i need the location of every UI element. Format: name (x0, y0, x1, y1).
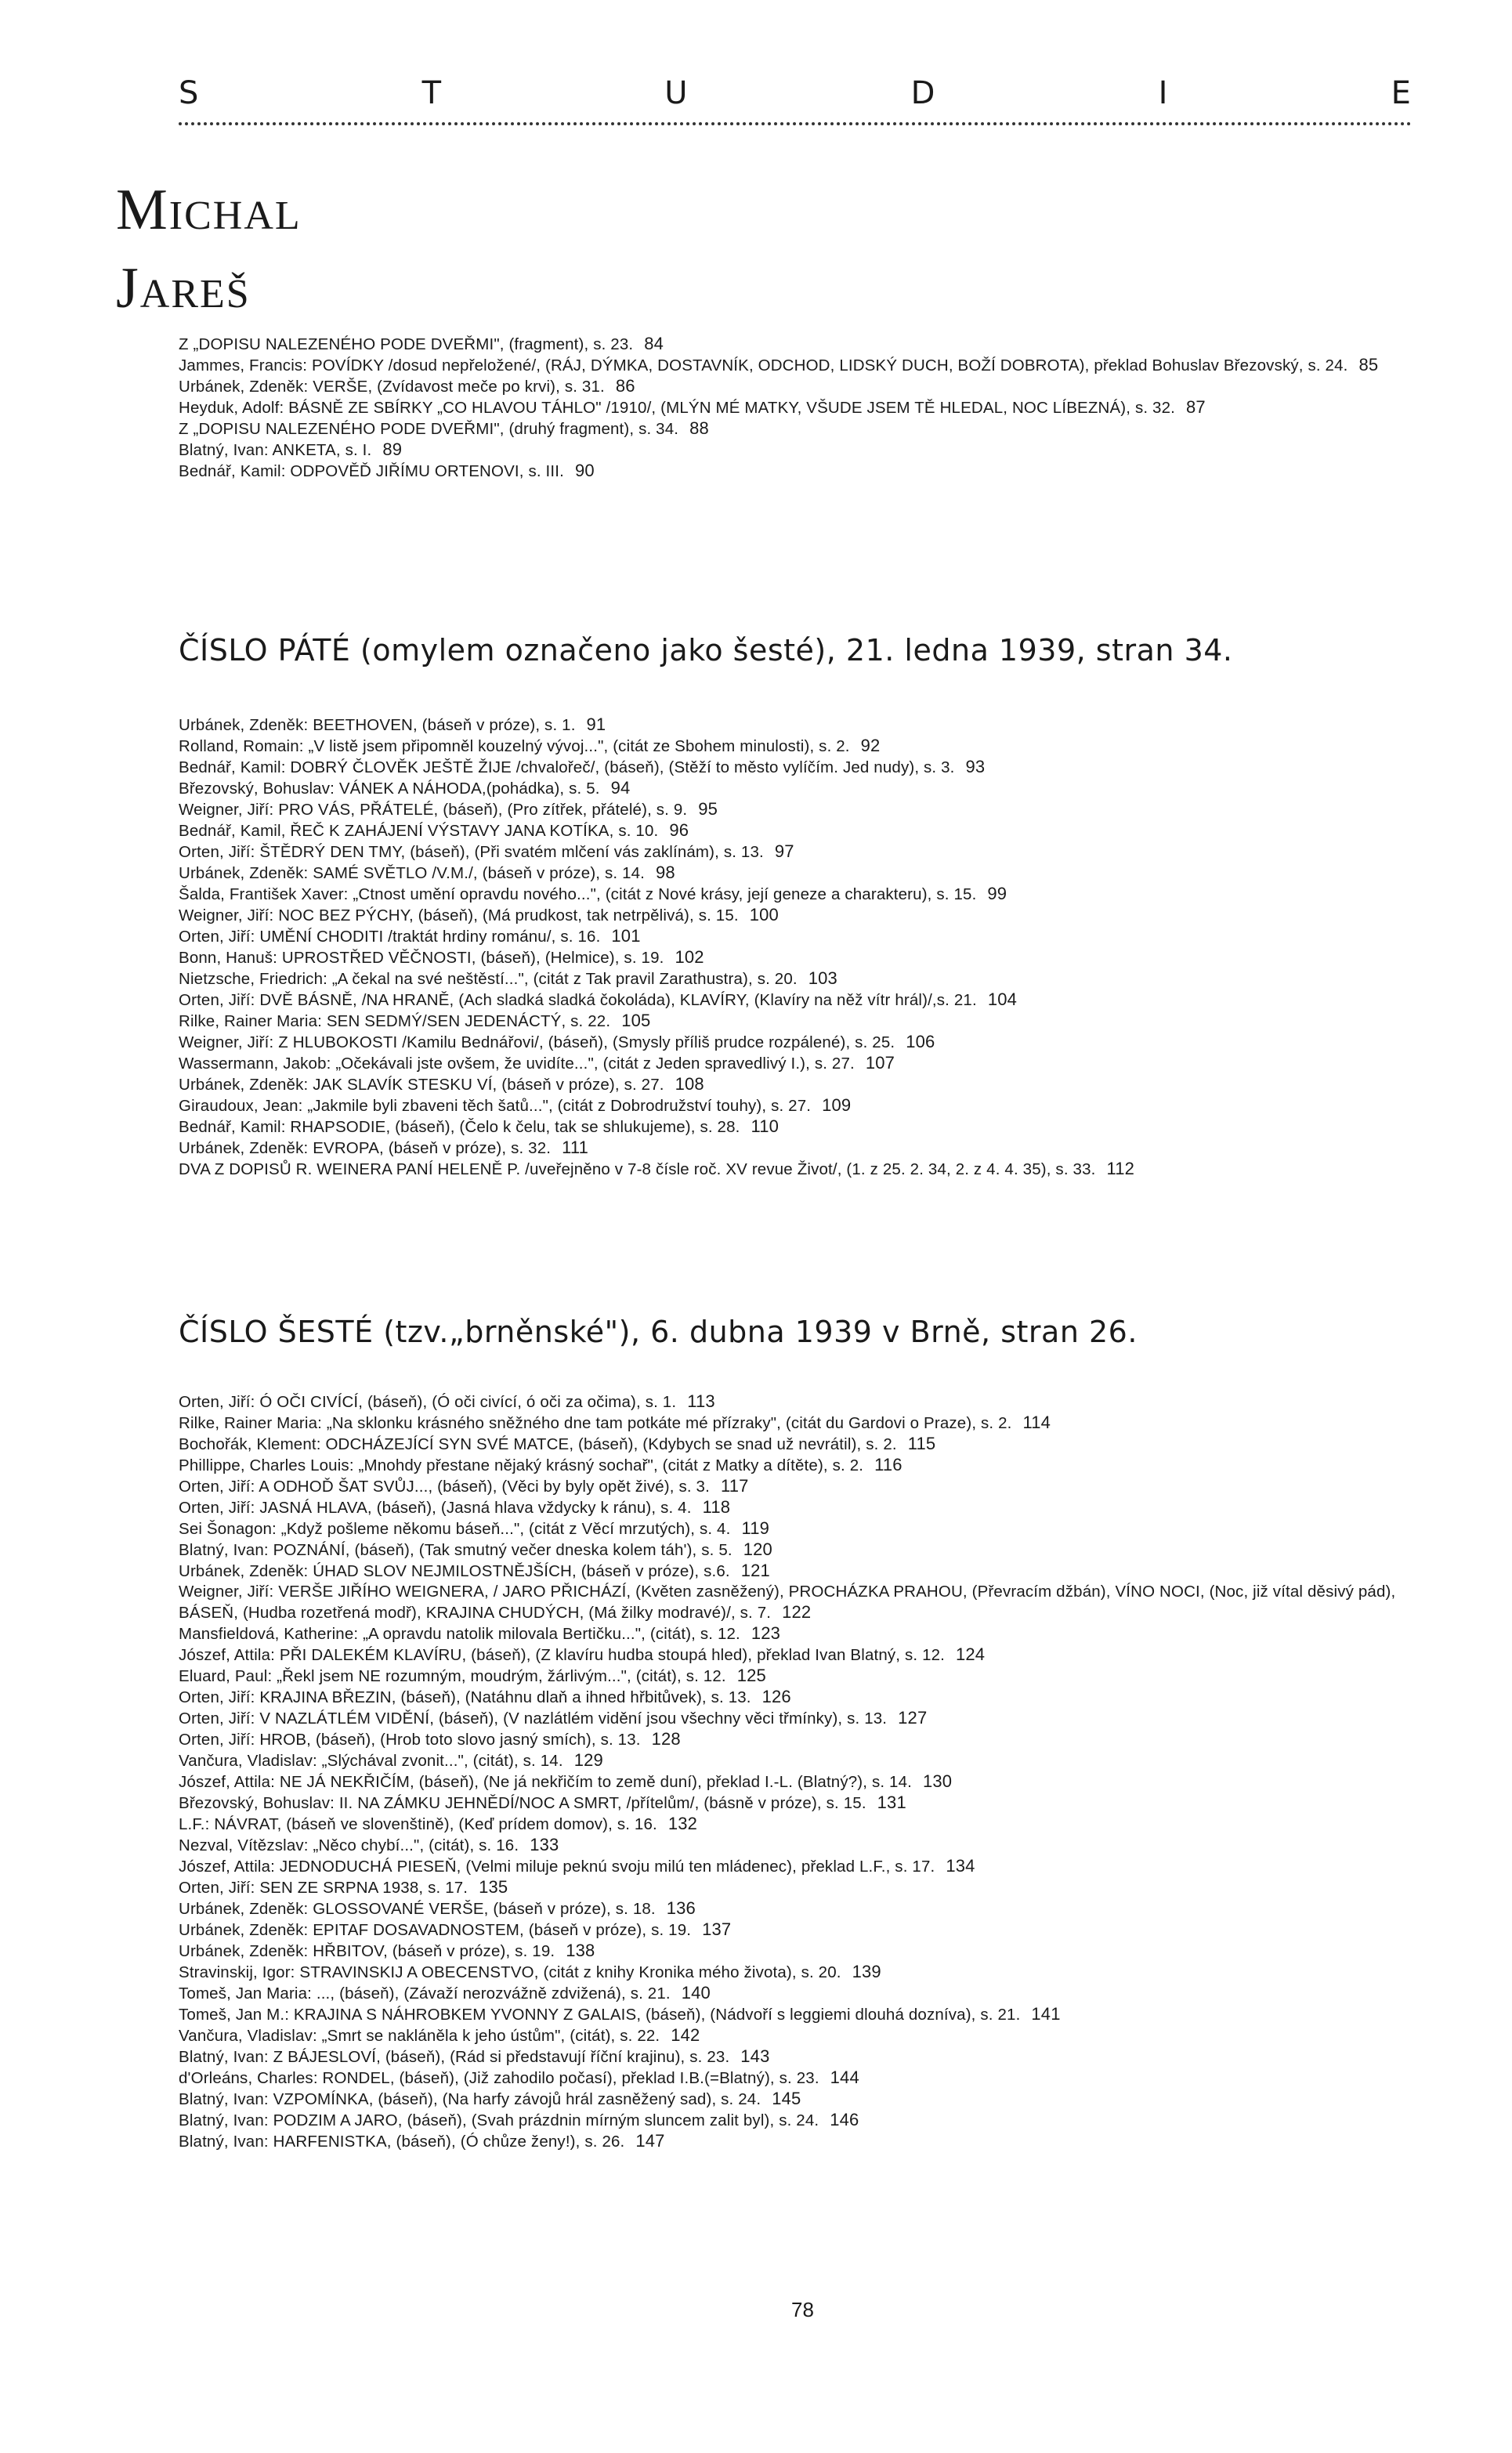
entry-number: 130 (923, 1771, 953, 1791)
entry-number: 84 (644, 334, 664, 353)
bibliography-entry (179, 461, 1401, 482)
bibliography-entry (179, 1434, 1401, 1455)
entry-number: 98 (656, 863, 675, 882)
bibliography-entry (179, 757, 1401, 778)
entry-text: Orten, Jiří: Ó OČI CIVÍCÍ, (báseň), (Ó oči civící, ó oči za očima), s. 1. (179, 1393, 677, 1411)
bibliography-entry (179, 1814, 1401, 1835)
entry-number: 143 (740, 2046, 770, 2066)
issue-five-entry-list (179, 715, 1401, 1180)
entry-text: L.F.: NÁVRAT, (báseň ve slovenštině), (Keď prídem domov), s. 16. (179, 1815, 657, 1833)
entry-text: Orten, Jiří: KRAJINA BŘEZIN, (báseň), (Natáhnu dlaň a ihned hřbitůvek), s. 13. (179, 1688, 751, 1706)
entry-text: Z „DOPISU NALEZENÉHO PODE DVEŘMI", (fragment), s. 23. (179, 335, 634, 353)
entry-number: 127 (898, 1708, 928, 1728)
entry-text: DVA Z DOPISŮ R. WEINERA PANÍ HELENĚ P. /uveřejněno v 7-8 čísle roč. XV revue Život/, (1. z 25. 2. 34, 2. z 4. 4. 35), s. 33. (179, 1160, 1096, 1178)
bibliography-entry (179, 1032, 1401, 1053)
bibliography-entry (179, 355, 1401, 376)
bibliography-entry (179, 440, 1401, 461)
entry-text: Urbánek, Zdeněk: JAK SLAVÍK STESKU VÍ, (báseň v próze), s. 27. (179, 1076, 664, 1094)
entry-number: 139 (852, 1962, 881, 1981)
author-last-name: Jareš (116, 256, 251, 320)
entry-number: 114 (1022, 1413, 1051, 1432)
bibliography-entry (179, 1644, 1401, 1666)
entry-text: Sei Šonagon: „Když pošleme někomu báseň...", (citát z Věcí mrzutých), s. 4. (179, 1520, 731, 1538)
entry-text: Phillippe, Charles Louis: „Mnohdy přestane nějaký krásný sochař", (citát z Matky a dítěte), s. 2. (179, 1456, 864, 1474)
entry-number: 109 (822, 1095, 852, 1115)
bibliography-entry (179, 1983, 1401, 2004)
entry-text: Wassermann, Jakob: „Očekávali jste ovšem, že uvidíte...", (citát z Jeden spravedlivý I.), s. 27. (179, 1055, 855, 1073)
entry-text: Urbánek, Zdeněk: EPITAF DOSAVADNOSTEM, (báseň v próze), s. 19. (179, 1921, 692, 1939)
entry-number: 142 (671, 2025, 700, 2045)
bibliography-entry (179, 1413, 1401, 1434)
entry-text: Rilke, Rainer Maria: SEN SEDMÝ/SEN JEDENÁCTÝ, s. 22. (179, 1012, 611, 1030)
intro-entry-list (179, 334, 1401, 482)
bibliography-entry (179, 1095, 1401, 1116)
entry-number: 122 (782, 1602, 812, 1622)
bibliography-entry (179, 1793, 1401, 1814)
entry-text: Jószef, Attila: JEDNODUCHÁ PIESEŇ, (Velmi miluje peknú svoju milú ten mládenec), překlad L.F., s. 17. (179, 1858, 935, 1876)
bibliography-entry (179, 2089, 1401, 2110)
bibliography-entry (179, 1561, 1401, 1582)
entry-number: 96 (669, 820, 689, 840)
entry-number: 95 (698, 799, 718, 819)
bibliography-entry (179, 715, 1401, 736)
bibliography-entry (179, 1729, 1401, 1750)
entry-number: 92 (860, 736, 881, 755)
bibliography-entry (179, 1919, 1401, 1941)
author-name (116, 171, 302, 327)
entry-text: Z „DOPISU NALEZENÉHO PODE DVEŘMI", (druhý fragment), s. 34. (179, 420, 679, 438)
entry-text: Urbánek, Zdeněk: GLOSSOVANÉ VERŠE, (báseň v próze), s. 18. (179, 1900, 656, 1918)
bibliography-entry (179, 863, 1401, 884)
entry-number: 118 (702, 1497, 731, 1517)
entry-text: Orten, Jiří: UMĚNÍ CHODITI /traktát hrdiny románu/, s. 16. (179, 928, 601, 946)
entry-number: 107 (865, 1053, 895, 1073)
entry-number: 102 (675, 947, 704, 967)
bibliography-entry (179, 1497, 1401, 1518)
bibliography-entry (179, 1623, 1401, 1644)
entry-text: Rilke, Rainer Maria: „Na sklonku krásného sněžného dne tam potkáte mé přízraky", (citát du Gardovi o Praze), s. 2. (179, 1414, 1012, 1432)
entry-text: Weigner, Jiří: NOC BEZ PÝCHY, (báseň), (Má prudkost, tak netrpělivá), s. 15. (179, 906, 739, 924)
entry-text: Nietzsche, Friedrich: „A čekal na své neštěstí...", (citát z Tak pravil Zarathustra), s. 20. (179, 970, 798, 988)
bibliography-entry (179, 2046, 1401, 2068)
entry-text: Bednář, Kamil: ODPOVĚĎ JIŘÍMU ORTENOVI, s. III. (179, 462, 564, 480)
bibliography-entry (179, 1116, 1401, 1138)
entry-text: Tomeš, Jan Maria: ..., (báseň), (Závaží nerozvážně zdvižená), s. 21. (179, 1984, 671, 2003)
entry-number: 141 (1031, 2004, 1061, 2024)
entry-number: 99 (987, 884, 1007, 903)
entry-text: Orten, Jiří: V NAZLÁTLÉM VIDĚNÍ, (báseň), (V nazlátlém vidění jsou všechny věci třmínky), s. 13. (179, 1710, 888, 1728)
entry-text: Weigner, Jiří: PRO VÁS, PŘÁTELÉ, (báseň), (Pro zítřek, přátelé), s. 9. (179, 801, 688, 819)
entry-number: 111 (562, 1138, 589, 1157)
issue-six-heading: ČÍSLO ŠESTÉ (tzv.„brněnské"), 6. dubna 1939 v Brně, stran 26. (179, 1315, 1138, 1349)
entry-text: Bednář, Kamil: RHAPSODIE, (báseň), (Čelo k čelu, tak se shlukujeme), s. 28. (179, 1118, 740, 1136)
entry-text: Nezval, Vítězslav: „Něco chybí...", (citát), s. 16. (179, 1836, 519, 1854)
entry-number: 123 (751, 1623, 781, 1643)
entry-text: Stravinskij, Igor: STRAVINSKIJ A OBECENSTVO, (citát z knihy Kronika mého života), s. 20. (179, 1963, 841, 1981)
bibliography-entry (179, 1941, 1401, 1962)
entry-text: Orten, Jiří: DVĚ BÁSNĚ, /NA HRANĚ, (Ach sladká sladká čokoláda), KLAVÍRY, (Klavíry na něž vítr hrál)/,s. 21. (179, 991, 977, 1009)
entry-number: 117 (720, 1476, 749, 1496)
entry-number: 126 (761, 1687, 791, 1706)
bibliography-entry (179, 841, 1401, 863)
entry-text: Blatný, Ivan: VZPOMÍNKA, (báseň), (Na harfy závojů hrál zasněžený sad), s. 24. (179, 2090, 761, 2108)
entry-text: Blatný, Ivan: HARFENISTKA, (báseň), (Ó chůze ženy!), s. 26. (179, 2133, 625, 2151)
header-letter: D (910, 75, 936, 111)
bibliography-entry (179, 1159, 1401, 1180)
entry-number: 120 (743, 1539, 772, 1559)
entry-number: 108 (675, 1074, 704, 1094)
entry-text: Březovský, Bohuslav: VÁNEK A NÁHODA,(pohádka), s. 5. (179, 780, 600, 798)
bibliography-entry (179, 1687, 1401, 1708)
bibliography-entry (179, 2131, 1401, 2152)
entry-number: 100 (749, 905, 779, 924)
entry-number: 116 (874, 1455, 902, 1474)
entry-text: Březovský, Bohuslav: II. NA ZÁMKU JEHNĚDÍ/NOC A SMRT, /přítelům/, (básně v próze), s. 15. (179, 1794, 866, 1812)
entry-number: 91 (586, 715, 606, 734)
bibliography-entry (179, 418, 1401, 440)
entry-number: 119 (741, 1518, 769, 1538)
header-letter: T (421, 75, 443, 111)
bibliography-entry (179, 1011, 1401, 1032)
entry-number: 137 (702, 1919, 732, 1939)
entry-number: 147 (635, 2131, 665, 2151)
bibliography-entry (179, 1898, 1401, 1919)
bibliography-entry (179, 1518, 1401, 1539)
entry-text: Blatný, Ivan: PODZIM A JARO, (báseň), (Svah prázdnin mírným sluncem zalit byl), s. 24. (179, 2111, 819, 2129)
entry-number: 87 (1186, 397, 1206, 417)
bibliography-entry (179, 1708, 1401, 1729)
entry-number: 94 (610, 778, 631, 798)
bibliography-entry (179, 1962, 1401, 1983)
entry-number: 121 (740, 1561, 770, 1580)
bibliography-entry (179, 884, 1401, 905)
entry-number: 135 (479, 1877, 508, 1897)
bibliography-entry (179, 1053, 1401, 1074)
bibliography-entry (179, 1074, 1401, 1095)
entry-number: 132 (667, 1814, 698, 1833)
entry-text: Blatný, Ivan: Z BÁJESLOVÍ, (báseň), (Rád si představují říční krajinu), s. 23. (179, 2048, 730, 2066)
entry-number: 104 (987, 990, 1017, 1009)
bibliography-entry (179, 1877, 1401, 1898)
entry-text: Urbánek, Zdeněk: SAMÉ SVĚTLO /V.M./, (báseň v próze), s. 14. (179, 864, 646, 882)
entry-text: Orten, Jiří: SEN ZE SRPNA 1938, s. 17. (179, 1879, 468, 1897)
entry-text: Orten, Jiří: ŠTĚDRÝ DEN TMY, (báseň), (Při svatém mlčení vás zaklínám), s. 13. (179, 843, 764, 861)
entry-text: Tomeš, Jan M.: KRAJINA S NÁHROBKEM YVONNY Z GALAIS, (báseň), (Nádvoří s leggiemi dlouhá dozníva), s. 21. (179, 2006, 1021, 2024)
page-number: 78 (791, 2298, 814, 2321)
entry-number: 89 (382, 440, 403, 459)
header-letter: I (1158, 75, 1169, 111)
entry-text: Rolland, Romain: „V listě jsem připomněl kouzelný vývoj...", (citát ze Sbohem minulosti), s. 2. (179, 737, 850, 755)
bibliography-entry (179, 1856, 1401, 1877)
entry-number: 140 (681, 1983, 711, 2003)
bibliography-entry (179, 968, 1401, 990)
bibliography-entry (179, 1391, 1401, 1413)
entry-number: 124 (956, 1644, 986, 1664)
entry-number: 131 (877, 1793, 906, 1812)
bibliography-entry (179, 1138, 1401, 1159)
issue-five-heading: ČÍSLO PÁTÉ (omylem označeno jako šesté), 21. ledna 1939, stran 34. (179, 633, 1233, 668)
entry-text: Jammes, Francis: POVÍDKY /dosud nepřeložené/, (RÁJ, DÝMKA, DOSTAVNÍK, ODCHOD, LIDSKÝ DUCH, BOŽÍ DOBROTA), překlad Bohuslav Březovský, s. 24. (179, 356, 1348, 374)
header-letter: U (664, 75, 689, 111)
entry-number: 133 (530, 1835, 559, 1854)
entry-number: 101 (611, 926, 641, 946)
entry-text: Jószef, Attila: PŘI DALEKÉM KLAVÍRU, (báseň), (Z klavíru hudba stoupá hled), překlad Ivan Blatný, s. 12. (179, 1646, 946, 1664)
entry-number: 105 (621, 1011, 651, 1030)
bibliography-entry (179, 736, 1401, 757)
bibliography-entry (179, 926, 1401, 947)
entry-number: 129 (573, 1750, 603, 1770)
entry-number: 125 (736, 1666, 766, 1685)
entry-text: d'Orleáns, Charles: RONDEL, (báseň), (Již zahodilo počasí), překlad I.B.(=Blatný), s. 23. (179, 2069, 819, 2087)
entry-number: 145 (772, 2089, 801, 2108)
entry-text: Weigner, Jiří: VERŠE JIŘÍHO WEIGNERA, / JARO PŘICHÁZÍ, (Květen zasněžený), PROCHÁZKA PRAHOU, (Převracím džbán), VÍNO NOCI, (Noc, již vítal děsivý pád), BÁSEŇ, (Hudba rozetřená modř), KRAJINA CHUDÝCH, (Má žilky modravé)/, s. 7. (179, 1583, 1396, 1622)
entry-number: 136 (666, 1898, 696, 1918)
entry-number: 134 (946, 1856, 975, 1876)
bibliography-entry (179, 397, 1401, 418)
header-letter: E (1391, 75, 1412, 111)
bibliography-entry (179, 947, 1401, 968)
header-dotted-rule (179, 122, 1412, 125)
entry-text: Mansfieldová, Katherine: „A opravdu natolik milovala Bertičku...", (citát), s. 12. (179, 1625, 740, 1643)
bibliography-entry (179, 1582, 1401, 1623)
entry-text: Eluard, Paul: „Řekl jsem NE rozumným, moudrým, žárlivým...", (citát), s. 12. (179, 1667, 726, 1685)
bibliography-entry (179, 990, 1401, 1011)
entry-text: Urbánek, Zdeněk: VERŠE, (Zvídavost meče po krvi), s. 31. (179, 378, 605, 396)
entry-text: Orten, Jiří: JASNÁ HLAVA, (báseň), (Jasná hlava vždycky k ránu), s. 4. (179, 1499, 692, 1517)
entry-number: 88 (689, 418, 709, 438)
bibliography-entry (179, 1835, 1401, 1856)
bibliography-entry (179, 1771, 1401, 1793)
bibliography-entry (179, 799, 1401, 820)
bibliography-entry (179, 905, 1401, 926)
entry-number: 113 (687, 1391, 715, 1411)
entry-text: Urbánek, Zdeněk: EVROPA, (báseň v próze), s. 32. (179, 1139, 552, 1157)
bibliography-entry (179, 1455, 1401, 1476)
bibliography-entry (179, 778, 1401, 799)
entry-text: Bednář, Kamil, ŘEČ K ZAHÁJENÍ VÝSTAVY JANA KOTÍKA, s. 10. (179, 822, 659, 840)
entry-text: Orten, Jiří: A ODHOĎ ŠAT SVŮJ..., (báseň), (Věci by byly opět živé), s. 3. (179, 1478, 710, 1496)
entry-text: Vančura, Vladislav: „Smrt se nakláněla k jeho ústům", (citát), s. 22. (179, 2027, 660, 2045)
entry-text: Bonn, Hanuš: UPROSTŘED VĚČNOSTI, (báseň), (Helmice), s. 19. (179, 949, 664, 967)
entry-number: 128 (651, 1729, 681, 1749)
entry-text: Šalda, František Xaver: „Ctnost umění opravdu nového...", (citát z Nové krásy, její geneze a charakteru), s. 15. (179, 885, 977, 903)
bibliography-entry (179, 2110, 1401, 2131)
bibliography-entry (179, 334, 1401, 355)
entry-text: Orten, Jiří: HROB, (báseň), (Hrob toto slovo jasný smích), s. 13. (179, 1731, 641, 1749)
entry-number: 97 (774, 841, 794, 861)
entry-number: 93 (965, 757, 986, 776)
entry-number: 103 (808, 968, 837, 988)
entry-number: 138 (566, 1941, 595, 1960)
entry-text: Giraudoux, Jean: „Jakmile byli zbaveni těch šatů...", (citát z Dobrodružství touhy), s. 27. (179, 1097, 812, 1115)
entry-number: 115 (907, 1434, 936, 1453)
bibliography-entry (179, 2068, 1401, 2089)
entry-number: 146 (830, 2110, 859, 2129)
bibliography-entry (179, 2025, 1401, 2046)
entry-number: 90 (574, 461, 595, 480)
entry-number: 112 (1106, 1159, 1135, 1178)
entry-text: Heyduk, Adolf: BÁSNĚ ZE SBÍRKY „CO HLAVOU TÁHLO" /1910/, (MLÝN MÉ MATKY, VŠUDE JSEM TĚ HLEDAL, NOC LÍBEZNÁ), s. 32. (179, 399, 1176, 417)
bibliography-entry (179, 820, 1401, 841)
entry-text: Bednář, Kamil: DOBRÝ ČLOVĚK JEŠTĚ ŽIJE /chvalořeč/, (báseň), (Stěží to město vylíčím. Jed nudy), s. 3. (179, 758, 955, 776)
entry-text: Urbánek, Zdeněk: HŘBITOV, (báseň v próze), s. 19. (179, 1942, 555, 1960)
section-header (179, 75, 1412, 111)
bibliography-entry (179, 1750, 1401, 1771)
entry-number: 85 (1358, 355, 1379, 374)
entry-text: Blatný, Ivan: ANKETA, s. I. (179, 441, 372, 459)
entry-text: Weigner, Jiří: Z HLUBOKOSTI /Kamilu Bednářovi/, (báseň), (Smysly příliš prudce rozpálené), s. 25. (179, 1033, 895, 1051)
bibliography-entry (179, 376, 1401, 397)
bibliography-entry (179, 1476, 1401, 1497)
bibliography-entry (179, 1539, 1401, 1561)
issue-six-entry-list (179, 1391, 1401, 2152)
entry-number: 106 (906, 1032, 935, 1051)
author-first-name: Michal (116, 178, 302, 242)
entry-text: Urbánek, Zdeněk: ÚHAD SLOV NEJMILOSTNĚJŠÍCH, (báseň v próze), s.6. (179, 1562, 730, 1580)
entry-number: 86 (615, 376, 635, 396)
entry-number: 110 (751, 1116, 780, 1136)
header-letter: S (179, 75, 200, 111)
entry-text: Vančura, Vladislav: „Slýchával zvonit...", (citát), s. 14. (179, 1752, 563, 1770)
entry-text: Urbánek, Zdeněk: BEETHOVEN, (báseň v próze), s. 1. (179, 716, 576, 734)
bibliography-entry (179, 2004, 1401, 2025)
entry-number: 144 (830, 2068, 859, 2087)
entry-text: Blatný, Ivan: POZNÁNÍ, (báseň), (Tak smutný večer dneska kolem táh'), s. 5. (179, 1541, 732, 1559)
bibliography-entry (179, 1666, 1401, 1687)
entry-text: Bochořák, Klement: ODCHÁZEJÍCÍ SYN SVÉ MATCE, (báseň), (Kdybych se snad už nevrátil), s. 2. (179, 1435, 897, 1453)
entry-text: Jószef, Attila: NE JÁ NEKŘIČÍM, (báseň), (Ne já nekřičím to země duní), překlad I.-L. (Blatný?), s. 14. (179, 1773, 912, 1791)
